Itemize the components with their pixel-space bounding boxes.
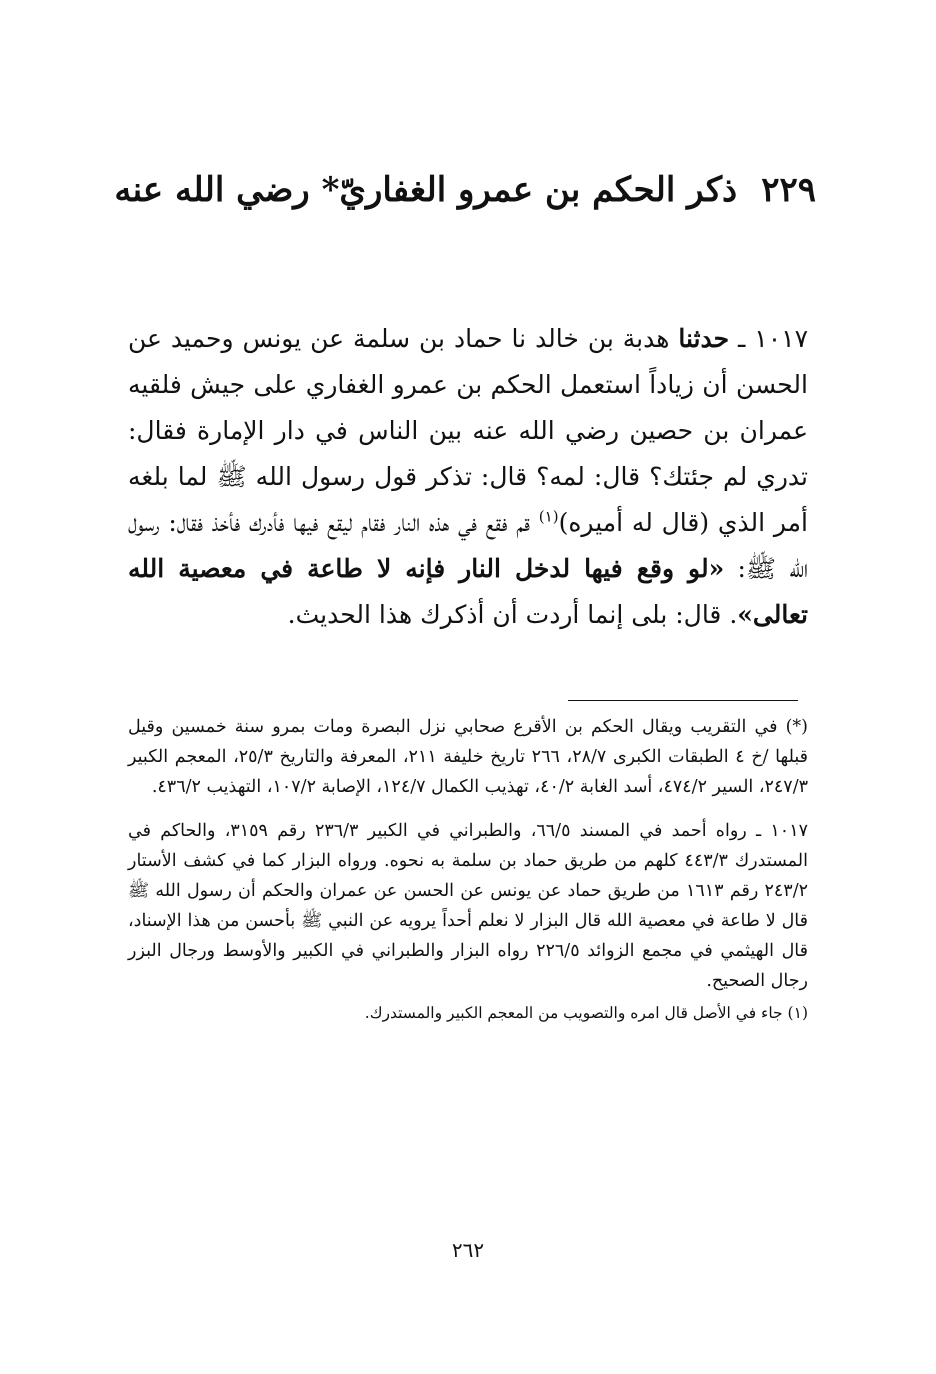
hadith-text-part-1: هدبة بن خالد نا حماد بن سلمة عن يونس وحميد عن الحسن أن زياداً استعمل الحكم بن عمرو الغفاري على جيش فلقيه عمران بن حصين رضي الله عنه بين الناس في دار الإمارة فقال: تدري لم جئتك؟ قال: لمه؟ قال: تذكر قول رسول الله ﷺ لما بلغه أمر الذي (قال له أميره) <box>128 324 808 537</box>
footnote-reference: (١) <box>538 507 559 526</box>
hadith-text <box>128 316 808 638</box>
footnote-star-text: في التقريب ويقال الحكم بن الأقرع صحابي نزل البصرة ومات بمرو سنة خمسين وقيل قبلها /خ ٤ الطبقات الكبرى ٢٨/٧، ٢٦٦ تاريخ خليفة ٢١١، المعرفة والتاريخ ٢٥/٣، المعجم الكبير ٢٤٧/٣، السير ٤٧٤/٢، أسد الغابة ٤٠/٢، تهذيب الكمال ١٢٤/٧، الإصابة ١٠٧/٢، التهذيب ٤٣٦/٢. <box>128 717 809 797</box>
hadith-opening: حدثنا <box>678 324 730 353</box>
chapter-number: ٢٢٩ <box>761 170 816 210</box>
footnotes <box>128 712 808 1026</box>
chapter-heading <box>114 168 816 212</box>
footnote-star <box>128 712 808 802</box>
hadith-number: ١٠١٧ ـ <box>738 324 809 353</box>
footnote-spacer <box>128 802 808 816</box>
hadith-text-part-2: قم فقع في هذه النار فقام ليقع فيها فأدرك فأخذ فقال: رسول الله ﷺ: <box>128 508 808 583</box>
prophetic-quote: «لو وقع فيها لدخل النار فإنه لا طاعة في معصية الله تعالى» <box>128 554 808 629</box>
hadith-text-part-3: . قال: بلى إنما أردت أن أذكرك هذا الحديث. <box>287 600 738 629</box>
footnote-hadith-marker: ١٠١٧ ـ <box>756 821 808 841</box>
page-number: ٢٦٢ <box>451 1238 485 1262</box>
chapter-title: ذكر الحكم بن عمرو الغفاريّ* رضي الله عنه <box>114 170 738 210</box>
footnote-1: (١) جاء في الأصل قال امره والتصويب من المعجم الكبير والمستدرك. <box>364 1004 808 1022</box>
footnote-divider <box>568 700 798 701</box>
footnote-hadith-text: رواه أحمد في المسند ٦٦/٥، والطبراني في الكبير ٢٣٦/٣ رقم ٣١٥٩، والحاكم في المستدرك ٤٤٣/٣ كلهم من طريق حماد بن سلمة به نحوه. ورواه البزار كما في كشف الأستار ٢٤٣/٢ رقم ١٦١٣ من طريق حماد عن يونس عن الحسن عن عمران والحكم أن رسول الله ﷺ قال لا طاعة في معصية الله قال البزار لا نعلم أحداً يرويه عن النبي ﷺ بأحسن من هذا الإسناد، قال الهيثمي في مجمع الزوائد ٢٢٦/٥ رواه البزار والطبراني في الكبير والأوسط ورجال البزر رجال الصحيح. <box>128 821 808 991</box>
footnote-star-marker: (*) <box>785 717 808 737</box>
footnote-hadith <box>128 816 808 996</box>
